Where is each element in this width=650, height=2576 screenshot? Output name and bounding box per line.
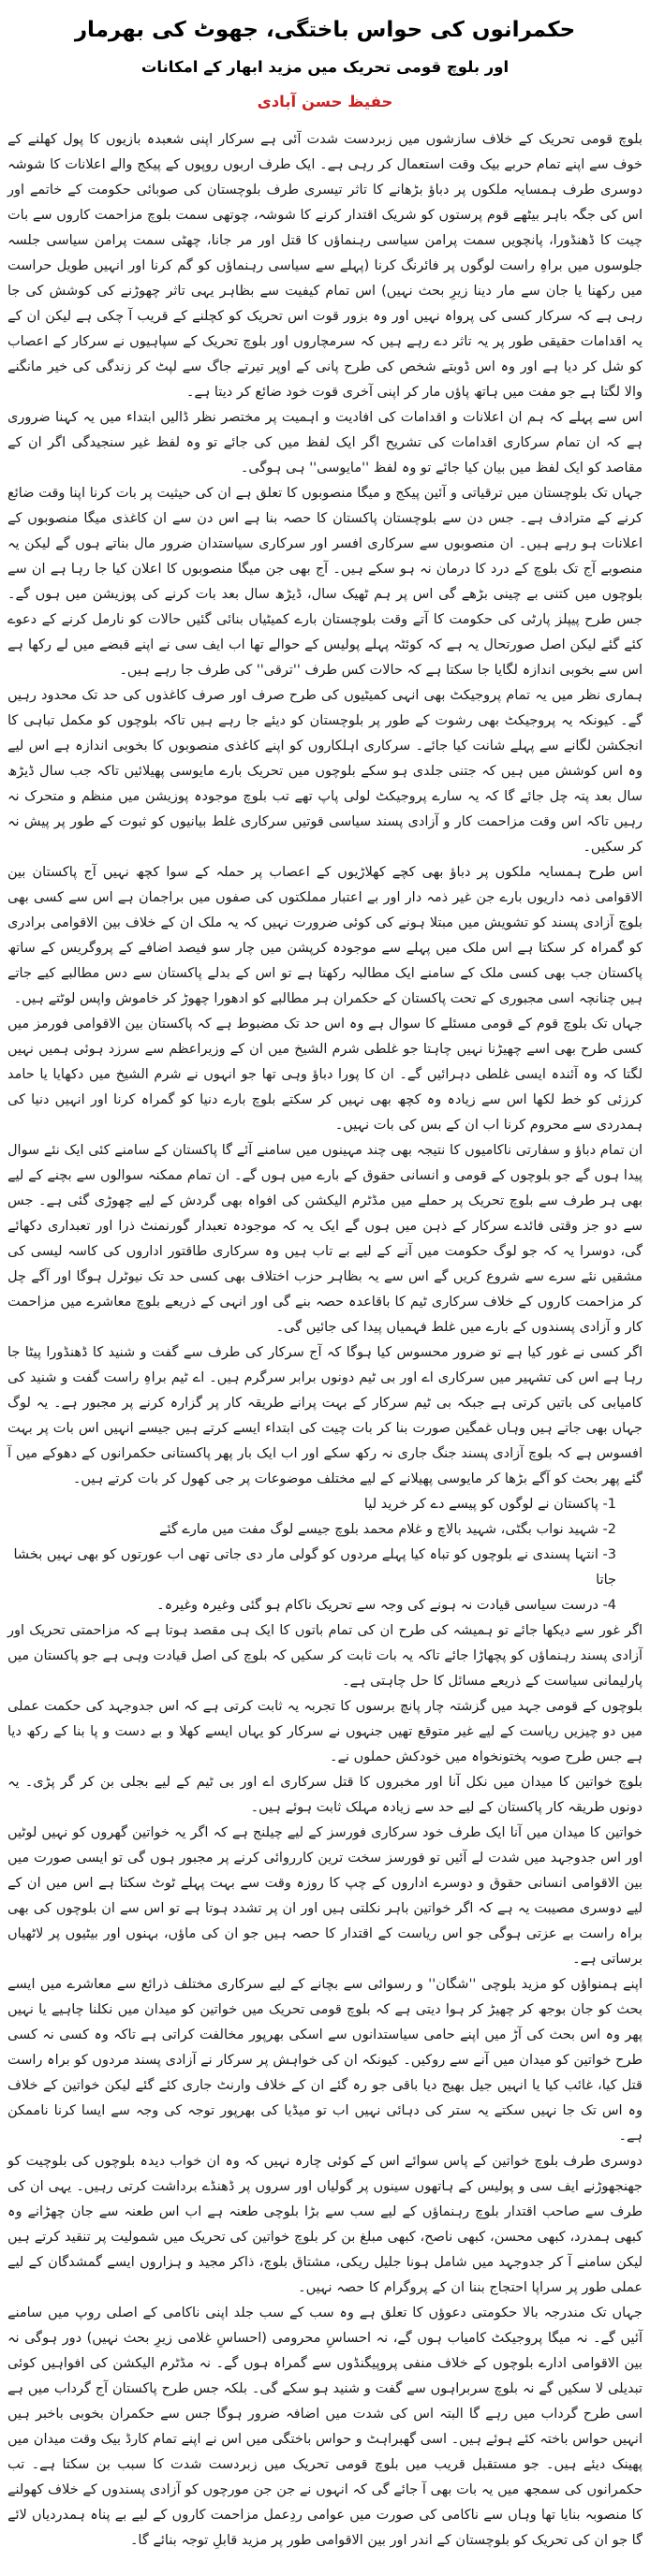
paragraph: بلوچ قومی تحریک کے خلاف سازشوں میں زبردست شدت آئی ہے سرکار اپنی شعبدہ بازیوں کا پول کھلنے کے خوف سے اپنے تمام حربے بیک وقت استعمال کر رہی ہے۔ ایک طرف اربوں روپوں کے پیکج والے اعلانات کا شوشہ دوسری طرف ہمسایہ ملکوں پر دباؤ بڑھانے کا تاثر تیسری طرف بلوچستان کی صوبائی حکومت کے خاتمے اور اس کی جگہ باہر بیٹھے قوم پرستوں کو شریک اقتدار کرنے کا شوشہ، چوتھی سمت بلوچ مزاحمت کاروں سے بات چیت کا ڈھنڈورا، پانچویں سمت پرامن سیاسی رہنماؤں کا قتل اور مر جانا، چھٹی سمت پرامن سیاسی جلسہ جلوسوں میں براہِ راست لوگوں پر فائرنگ کرنا (پہلے سے سیاسی رہنماؤں کو گم کرنا اور انہیں طویل حراست میں رکھنا یا جان سے مار دینا زیرِ بحث نہیں) اس تمام کیفیت سے بظاہر یہی تاثر چھوڑنے کی کوشش کی جا رہی ہے کہ سرکار کسی کی پرواہ نہیں اور وہ بزور قوت اس تحریک کو کچلنے کے قریب آ چکی ہے لیکن ان کے یہ اقدامات حقیقی طور پر یہ تاثر دے رہے ہیں کہ سرمچاروں اور بلوچ تحریک کے سپاہیوں نے سرکار کے اعصاب کو شل کر دیا ہے اور وہ اس ڈوبتے شخص کی طرح پانی کے اوپر تیرتے جاگ سے لپٹ کر زندگی کی خیر مانگنے والا لگتا ہے جو مفت میں ہاتھ پاؤں مار کر اپنی آخری قوت خود ضائع کر دیتا ہے۔ [7, 132, 643, 401]
numbered-list-item: 3- انتہا پسندی نے بلوچوں کو تباہ کیا پہلے مردوں کو گولی مار دی جاتی تھی اب عورتوں کو بھی نہیں بخشا جاتا [13, 1547, 616, 1588]
paragraph: جہاں تک مندرجہ بالا حکومتی دعوؤں کا تعلق ہے وہ سب کے سب جلد اپنی ناکامی کے اصلی روپ میں سامنے آئیں گے۔ نہ میگا پروجیکٹ کامیاب ہوں گے، نہ احساسِ محرومی (احساسِ غلامی زیرِ بحث نہیں) دور ہوگی نہ بین الاقوامی ادارے بلوچوں کے خلاف منفی پروپیگنڈوں سے گمراہ ہوں گے۔ نہ مڈٹرم الیکشن کی افواہیں کوئی تبدیلی لا سکیں گے نہ بلوچ سربراہوں سے گفت و شنید ہو سکے گی۔ بلکہ جس طرح پاکستان آج گرداب میں ہے اسی طرح گرداب میں رہے گا البتہ اس کی شدت میں اضافہ ضرور ہوگا جس سے حکمران بخوبی باخبر ہیں انہیں حواس باختہ کئے ہوئے ہیں۔ اسی گھبراہٹ و حواس باختگی میں اس نے اپنے تمام کارڈ بیک وقت میدان میں پھینک دیئے ہیں۔ جو مستقبل قریب میں بلوچ قومی تحریک میں زبردست شدت کا سبب بن سکتا ہے۔ تب حکمرانوں کی سمجھ میں یہ بات بھی آ جائے گی کہ انہوں نے جن جن مورچوں کو آزادی پسندوں کے خلاف کھولنے کا منصوبہ بنایا تھا وہاں سے ناکامی کی صورت میں عوامی ردِعمل مزاحمت کاروں کے لیے بے پناہ ہمدردیاں لائے گا جو ان کی تحریک کو بلوچستان کے اندر اور بین الاقوامی طور پر مزید قابلِ توجہ بنائے گا۔ [7, 2305, 643, 2549]
paragraph: بلوچ خواتین کا میدان میں نکل آنا اور مخبروں کا قتل سرکاری اے اور بی ٹیم کے لیے بجلی بن کر گر پڑی۔ یہ دونوں طریقہ کار پاکستان کے لیے حد سے زیادہ مہلک ثابت ہوئے ہیں۔ [7, 1775, 643, 1816]
numbered-list-item: 1- پاکستان نے لوگوں کو پیسے دے کر خرید لیا [363, 1497, 616, 1513]
page-title: حکمرانوں کی حواس باختگی، جھوٹ کی بھرمار [74, 18, 576, 42]
paragraph: خواتین کا میدان میں آنا ایک طرف خود سرکاری فورسز کے لیے چیلنج ہے کہ اگر یہ خواتین گھروں کو نہیں لوٹیں اور اس جدوجہد میں شدت لے آئیں تو فورسز سخت ترین کارروائی کرنے پر مجبور ہوں گی تو ایسی صورت میں بین الاقوامی انسانی حقوق و دوسرے اداروں کے چپ کا روزہ وقت سے بہت پہلے ٹوٹ سکتا ہے اس میں ان کے لیے دوسری مصیبت یہ ہے کہ اگر خواتین باہر نکلتی ہیں اور ان پر تشدد ہوتا ہے تو اس سے ان بلوچوں کی بھی براہ راست بے عزتی ہوگی جو اس ریاست کے اقتدار کا حصہ ہیں جو ان کی ماؤں، بہنوں اور بیٹیوں پر لاٹھیاں برساتی ہے۔ [7, 1825, 643, 1968]
paragraph: دوسری طرف بلوچ خواتین کے پاس سوائے اس کے کوئی چارہ نہیں کہ وہ ان خواب دیدہ بلوچوں کی بلوچیت کو جھنجھوڑنے ایف سی و پولیس کے ہاتھوں سینوں پر گولیاں اور سروں پر ڈھنڈے برداشت کرتی رہیں۔ یہی ان کی طرف سے صاحب اقتدار بلوچ رہنماؤں کے لیے سب سے بڑا بلوچی طعنہ ہے اب اس طعنہ سے جان چھڑانے وہ کبھی ہمدرد، کبھی محسن، کبھی ناصح، کبھی مبلغ بن کر بلوچ خواتین کی تحریک میں شمولیت پر تنقید کرتے ہیں لیکن سامنے آ کر جدوجہد میں شامل ہونا جلیل ریکی، مشتاق بلوچ، ذاکر مجید و ہزاروں ایسے گمشدگان کے لیے عملی طور پر سراپا احتجاج بننا ان کے پروگرام کا حصہ نہیں۔ [7, 2154, 643, 2296]
paragraph: اگر کسی نے غور کیا ہے تو ضرور محسوس کیا ہوگا کہ آج سرکار کی طرف سے گفت و شنید کا ڈھنڈورا پیٹا جا رہا ہے اس کی تشہیر میں سرکاری اے اور بی ٹیم دونوں برابر سرگرم ہیں۔ اے ٹیم براہِ راست گفت و شنید کی کامیابی کی باتیں کرتی ہے جبکہ بی ٹیم سرکار کے بہت پرانے طریقہ کار پر گزارہ کرنے پر مجبور ہے۔ یہ لوگ جہاں بھی جاتے ہیں وہاں غمگین صورت بنا کر بات چیت کی ابتداء ایسے کرتے ہیں جیسے انہیں اس بات پر بہت افسوس ہے کہ بلوچ آزادی پسند جنگ جاری نہ رکھ سکے اور اب ایک بار پھر پاکستانی حکمرانوں کے دھوکے میں آ گئے پھر بحث کو آگے بڑھا کر مایوسی پھیلانے کے لیے مختلف موضوعات پر جی کھول کر بات کرتے ہیں۔ [7, 1345, 643, 1487]
paragraph: اس طرح ہمسایہ ملکوں پر دباؤ بھی کچے کھلاڑیوں کے اعصاب پر حملہ کے سوا کچھ نہیں آج پاکستان بین الاقوامی ذمہ داریوں بارے جن غیر ذمہ دار اور بے اعتبار مملکتوں کی صفوں میں براجمان ہے اس سے کسی بھی بلوچ آزادی پسند کو تشویش میں مبتلا ہونے کی کوئی ضرورت نہیں کہ یہ ملک ان کے خلاف بین الاقوامی برادری کو گمراہ کر سکتا ہے اس ملک میں پہلے سے موجودہ کرپشن میں چار سو فیصد اضافے کے پروگریس کے ساتھ پاکستان جب بھی کسی ملک کے سامنے ایک مطالبہ رکھتا ہے تو اس کے بدلے پاکستان سے دس مطالبے کیے جاتے ہیں چنانچہ اسی مجبوری کے تحت پاکستان کے حکمران ہر مطالبے کو ادھورا چھوڑ کر خاموش واپس لوٹتے ہیں۔ [7, 865, 643, 1007]
article-body [7, 127, 643, 2554]
paragraph: اگر غور سے دیکھا جائے تو ہمیشہ کی طرح ان کی تمام باتوں کا ایک ہی مقصد ہوتا ہے کہ مزاحمتی تحریک اور آزادی پسند رہنماؤں کو پچھاڑا جائے تاکہ یہ بات ثابت کر سکیں کہ بلوچ کی اصل قیادت وہی ہے جو پاکستان میں پارلیمانی سیاست کے ذریعے مسائل کا حل چاہتی ہے۔ [7, 1623, 643, 1690]
paragraph: جہاں تک بلوچ قوم کے قومی مسئلے کا سوال ہے وہ اس حد تک مضبوط ہے کہ پاکستان بین الاقوامی فورمز میں کسی طرح بھی اسے چھیڑنا نہیں چاہتا جو غلطی شرم الشیخ میں ان کے وزیراعظم سے سرزد ہوئی ہمیں نہیں لگتا کہ وہ آئندہ ایسی غلطی دہرائیں گے۔ ان کا پورا دباؤ وہی تھا جو انہوں نے شرم الشیخ میں دکھایا یا حامد کرزئی کو خط لکھا اس سے زیادہ وہ کچھ بھی نہیں کر سکتے بلوچ بارے دنیا کو گمراہ کرنا اور انہیں دنیا کی ہمدردی سے محروم کرنا اب ان کے بس کی بات نہیں۔ [7, 1017, 643, 1134]
paragraph: اس سے پہلے کہ ہم ان اعلانات و اقدامات کی افادیت و اہمیت پر مختصر نظر ڈالیں ابتداء میں یہ کہنا ضروری ہے کہ ان تمام سرکاری اقدامات کی تشریح اگر ایک لفظ میں کی جائے تو وہ لفظ غیر سنجیدگی اگر ان کے مقاصد کو ایک لفظ میں بیان کیا جائے تو وہ لفظ ''مایوسی'' ہی ہوگی۔ [7, 410, 643, 476]
numbered-list-item: 4- درست سیاسی قیادت نہ ہونے کی وجہ سے تحریک ناکام ہو گئی وغیرہ وغیرہ۔ [156, 1598, 616, 1614]
paragraph: ان تمام دباؤ و سفارتی ناکامیوں کا نتیجہ بھی چند مہینوں میں سامنے آئے گا پاکستان کے سامنے کئی ایک نئے سوال پیدا ہوں گے جو بلوچوں کے قومی و انسانی حقوق کے بارے میں ہوں گے۔ ان تمام ممکنہ سوالوں سے بچنے کے لیے بھی ہر طرف سے بلوچ تحریک پر حملے میں مڈٹرم الیکشن کی افواہ بھی گردش کے لیے چھوڑی گئی ہے۔ جس سے دو جز وقتی فائدے سرکار کے ذہن میں ہوں گے ایک یہ کہ موجودہ تعبدار گورنمنٹ ذرا اور تعبداری دکھائے گی، دوسرا یہ کہ جو لوگ حکومت میں آنے کے لیے بے تاب ہیں وہ سرکاری طاقتور اداروں کی کاسہ لیسی کی مشقیں نئے سرے سے شروع کریں گے اس سے یہ بظاہر حزب اختلاف بھی کسی حد تک نیوٹرل ہوگا اور آگے چل کر مزاحمت کاروں کے خلاف سرکاری ٹیم کا باقاعدہ حصہ بنے گی اور انہی کے ذریعے بلوچ معاشرے میں مزاحمت کار و آزادی پسندوں کے بارے میں غلط فہمیاں پیدا کی جائیں گی۔ [7, 1143, 643, 1336]
author-name: حفیظ حسن آبادی [257, 93, 393, 111]
paragraph: جہاں تک بلوچستان میں ترقیاتی و آئین پیکج و میگا منصوبوں کا تعلق ہے ان کی حیثیت پر بات کرنا اپنا وقت ضائع کرنے کے مترادف ہے۔ جس دن سے بلوچستان پاکستان کا حصہ بنا ہے اس دن سے ان کاغذی میگا منصوبوں کے اعلانات ہو رہے ہیں۔ ان منصوبوں سے سرکاری افسر اور سرکاری سیاستدان ضرور مال بناتے ہوں گے لیکن یہ منصوبے آج تک بلوچ کے درد کا درمان نہ ہو سکے ہیں۔ آج بھی جن میگا منصوبوں کا اعلان کیا جا رہا ہے ان سے بلوچوں میں کتنی بے چینی بڑھے گی اس پر ہم ٹھیک سال، ڈیڑھ سال بعد بات کرنے کی پوزیشن میں ہوں گے۔ جس طرح پیپلز پارٹی کی حکومت کا آتے وقت بلوچستان بارے کمیٹیاں بنائی گئیں حالات کو نارمل کرنے کے دعوے کئے گئے لیکن اصل صورتحال یہ ہے کہ کوئٹہ پہلے پولیس کے حوالے تھا اب ایف سی نے اپنے قبضے میں لے رکھا ہے اس سے بخوبی اندازہ لگایا جا سکتا ہے کہ حالات کس طرف ''ترقی'' کی طرف جا رہے ہیں۔ [7, 486, 643, 679]
article-subtitle: اور بلوچ قومی تحریک میں مزید ابھار کے امکانات [140, 58, 510, 77]
paragraph: اپنے ہمنواؤں کو مزید بلوچی ''شگان'' و رسوائی سے بچانے کے لیے سرکاری مختلف ذرائع سے معاشرے میں ایسے بحث کو جان بوجھ کر چھیڑ کر ہوا دیتی ہے کہ بلوچ قومی تحریک میں خواتین کو میدان میں نکلنا چاہیے یا نہیں پھر وہ اس بحث کی آڑ میں اپنے حامی سیاستدانوں سے اسکی بھرپور مخالفت کراتی ہے تاکہ وہ کسی نہ کسی طرح خواتین کو میدان میں آنے سے روکیں۔ کیونکہ ان کی خواہش پر سرکار نے آزادی پسند مردوں کو براہ راست قتل کیا، غائب کیا یا انہیں جیل بھیج دیا باقی جو رہ گئے ان کے خلاف وارنٹ جاری کئے گئے لیکن خواتین کے خلاف وہ اس تک جا نہیں سکتے یہ ستر کی دہائی نہیں اب تو میڈیا کی بھرپور توجہ کی وجہ سے ایسا کرنا ناممکن ہے۔ [7, 1977, 643, 2144]
paragraph: ہماری نظر میں یہ تمام پروجیکٹ بھی انہی کمیٹیوں کی طرح صرف اور صرف کاغذوں کی حد تک محدود رہیں گے۔ کیونکہ یہ پروجیکٹ بھی رشوت کے طور پر بلوچستان کو دیئے جا رہے ہیں تاکہ بلوچوں کو مکمل تباہی کا انجکشن لگانے سے پہلے شانت کیا جائے۔ سرکاری اہلکاروں کو اپنے کاغذی منصوبوں کا بخوبی اندازہ ہے اس لیے وہ اس کوشش میں ہیں کہ جتنی جلدی ہو سکے بلوچوں میں تحریک بارے مایوسی پھیلائیں تاکہ جب سال ڈیڑھ سال بعد پتہ چل جائے گا کہ یہ سارے پروجیکٹ لولی پاپ تھے تب بلوچ موجودہ پوزیشن میں منظم و متحرک نہ رہیں تاکہ اس وقت مزاحمت کار و آزادی پسند سیاسی قوتیں سرکاری غلط بیانیوں کو ثبوت کے طور پر پیش نہ کر سکیں۔ [7, 688, 643, 856]
numbered-list-item: 2- شہید نواب بگٹی، شہید بالاچ و غلام محمد بلوچ جیسے لوگ مفت میں مارے گئے [159, 1522, 616, 1538]
paragraph: بلوچوں کے قومی جہد میں گزشتہ چار پانچ برسوں کا تجربہ یہ ثابت کرتی ہے کہ اس جدوجہد کی حکمت عملی میں دو چیزیں ریاست کے لیے غیر متوقع تھیں جنہوں نے سرکار کو یہاں ایسے کھلا و بے دست و پا بنا کے رکھ دیا ہے جس طرح صوبہ پختونخواہ میں خودکش حملوں نے۔ [7, 1699, 643, 1765]
